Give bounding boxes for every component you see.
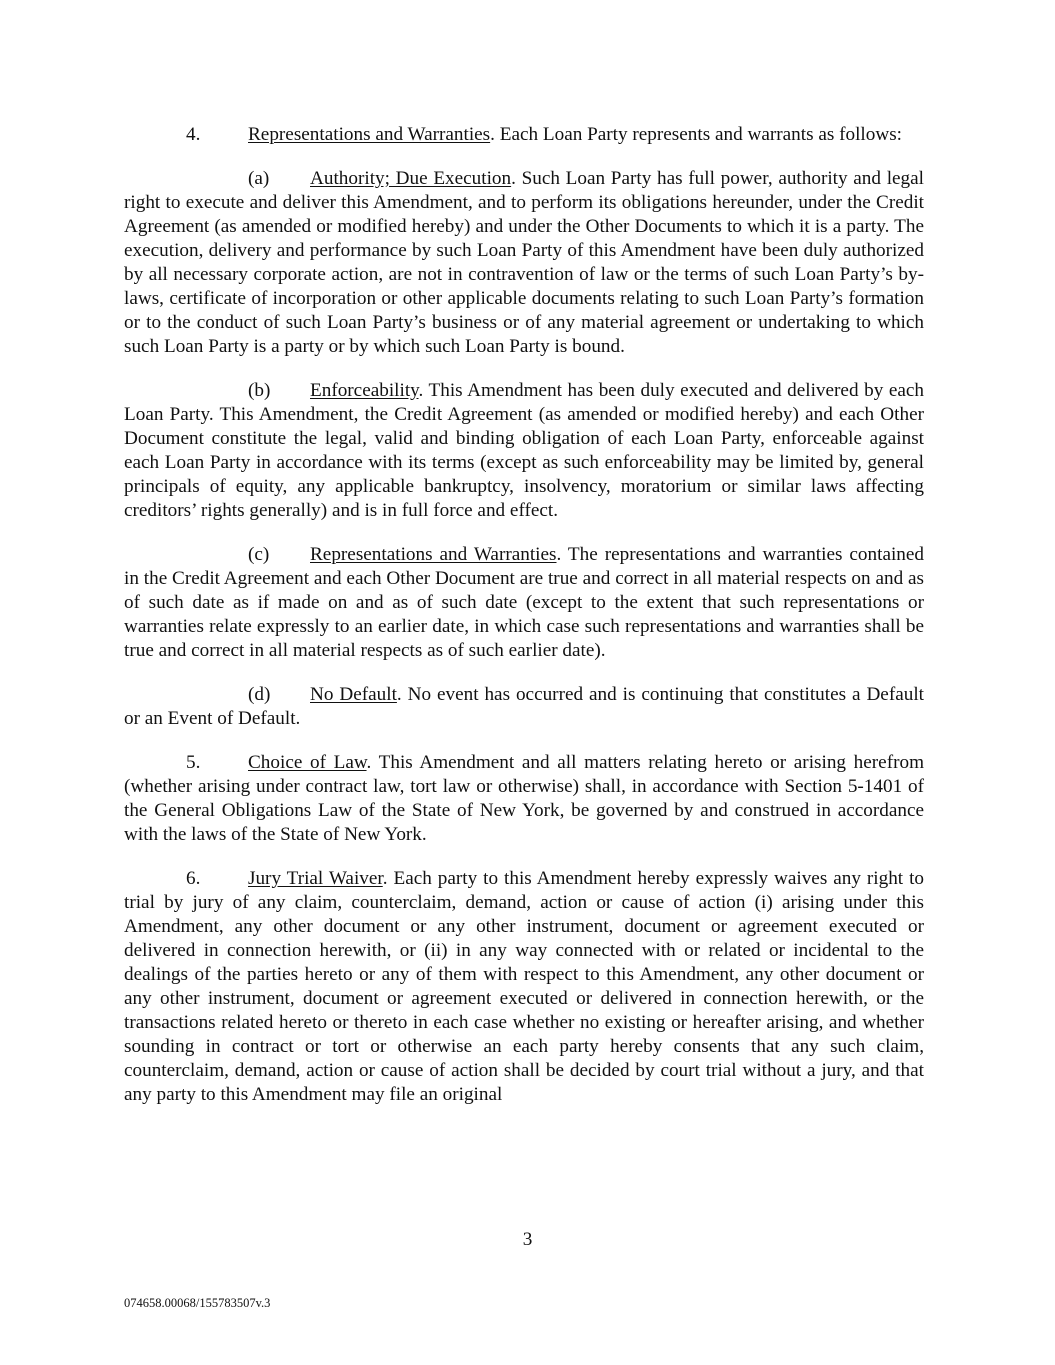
- subsection-4d: [124, 683, 924, 731]
- subsection-4c: [124, 543, 924, 663]
- section-number: 6.: [186, 868, 201, 889]
- subsection-heading: Representations and Warranties: [310, 544, 557, 565]
- subsection-heading: Enforceability: [310, 380, 419, 401]
- page-number: 3: [522, 1229, 533, 1250]
- document-id: 074658.00068/155783507v.3: [124, 1296, 271, 1310]
- subsection-heading: No Default: [310, 684, 397, 705]
- subsection-letter: (c): [248, 544, 270, 565]
- section-text: . This Amendment and all matters relating hereto or arising herefrom (whether arising under contract law, tort law or otherwise) shall, in accordance with Section 5-1401 of the General Obligations Law of the State of New York, be governed by and construed in accordance with the laws of the State of New York.: [124, 752, 924, 845]
- document-body: [124, 123, 924, 1107]
- subsection-4b: [124, 379, 924, 523]
- section-heading: Choice of Law: [248, 752, 367, 773]
- section-number: 4.: [186, 124, 201, 145]
- section-4: [124, 123, 924, 147]
- subsection-letter: (a): [248, 168, 270, 189]
- subsection-text: . Such Loan Party has full power, authority and legal right to execute and deliver this Amendment, and to perform its obligations hereunder, under the Credit Agreement (as amended or modified hereby) and under the Other Documents to which it is a party. The execution, delivery and performance by such Loan Party of this Amendment have been duly authorized by all necessary corporate action, are not in contravention of law or the terms of such Loan Party’s by-laws, certificate of incorporation or other applicable documents relating to such Loan Party’s formation or to the conduct of such Loan Party’s business or of any material agreement or undertaking to which such Loan Party is a party or by which such Loan Party is bound.: [124, 168, 924, 357]
- section-text: . Each Loan Party represents and warrants as follows:: [490, 124, 903, 145]
- section-5: [124, 751, 924, 847]
- section-number: 5.: [186, 752, 201, 773]
- subsection-text: . No event has occurred and is continuing that constitutes a Default or an Event of Default.: [124, 684, 924, 729]
- section-text: . Each party to this Amendment hereby expressly waives any right to trial by jury of any claim, counterclaim, demand, action or cause of action (i) arising under this Amendment, any other document or any other instrument, document or agreement executed or delivered in connection herewith, or (ii) in any way connected with or related or incidental to the dealings of the parties hereto or any of them with respect to this Amendment, any other document or any other instrument, document or agreement executed or delivered in connection herewith, or the transactions related hereto or thereto in each case whether no existing or hereafter arising, and whether sounding in contract or tort or otherwise an each party hereby consents that any such claim, counterclaim, demand, action or cause of action shall be decided by court trial without a jury, and that any party to this Amendment may file an original: [124, 868, 925, 1105]
- section-heading: Representations and Warranties: [248, 124, 491, 145]
- subsection-text: . This Amendment has been duly executed and delivered by each Loan Party. This Amendment, the Credit Agreement (as amended or modified hereby) and each Other Document constitute the legal, valid and binding obligation of each Loan Party, enforceable against each Loan Party in accordance with its terms (except as such enforceability may be limited by, general principals of equity, any applicable bankruptcy, insolvency, moratorium or similar laws affecting creditors’ rights generally) and is in full force and effect.: [124, 380, 924, 521]
- subsection-heading: Authority; Due Execution: [310, 168, 512, 189]
- subsection-text: . The representations and warranties contained in the Credit Agreement and each Other Document are true and correct in all material respects on and as of such date as if made on and as of such date (except to the extent that such representations or warranties relate expressly to an earlier date, in which case such representations and warranties shall be true and correct in all material respects as of such earlier date).: [124, 544, 925, 661]
- section-heading: Jury Trial Waiver: [248, 868, 383, 889]
- subsection-letter: (b): [248, 380, 271, 401]
- subsection-4a: [124, 167, 924, 359]
- subsection-letter: (d): [248, 684, 271, 705]
- section-6: [124, 867, 924, 1107]
